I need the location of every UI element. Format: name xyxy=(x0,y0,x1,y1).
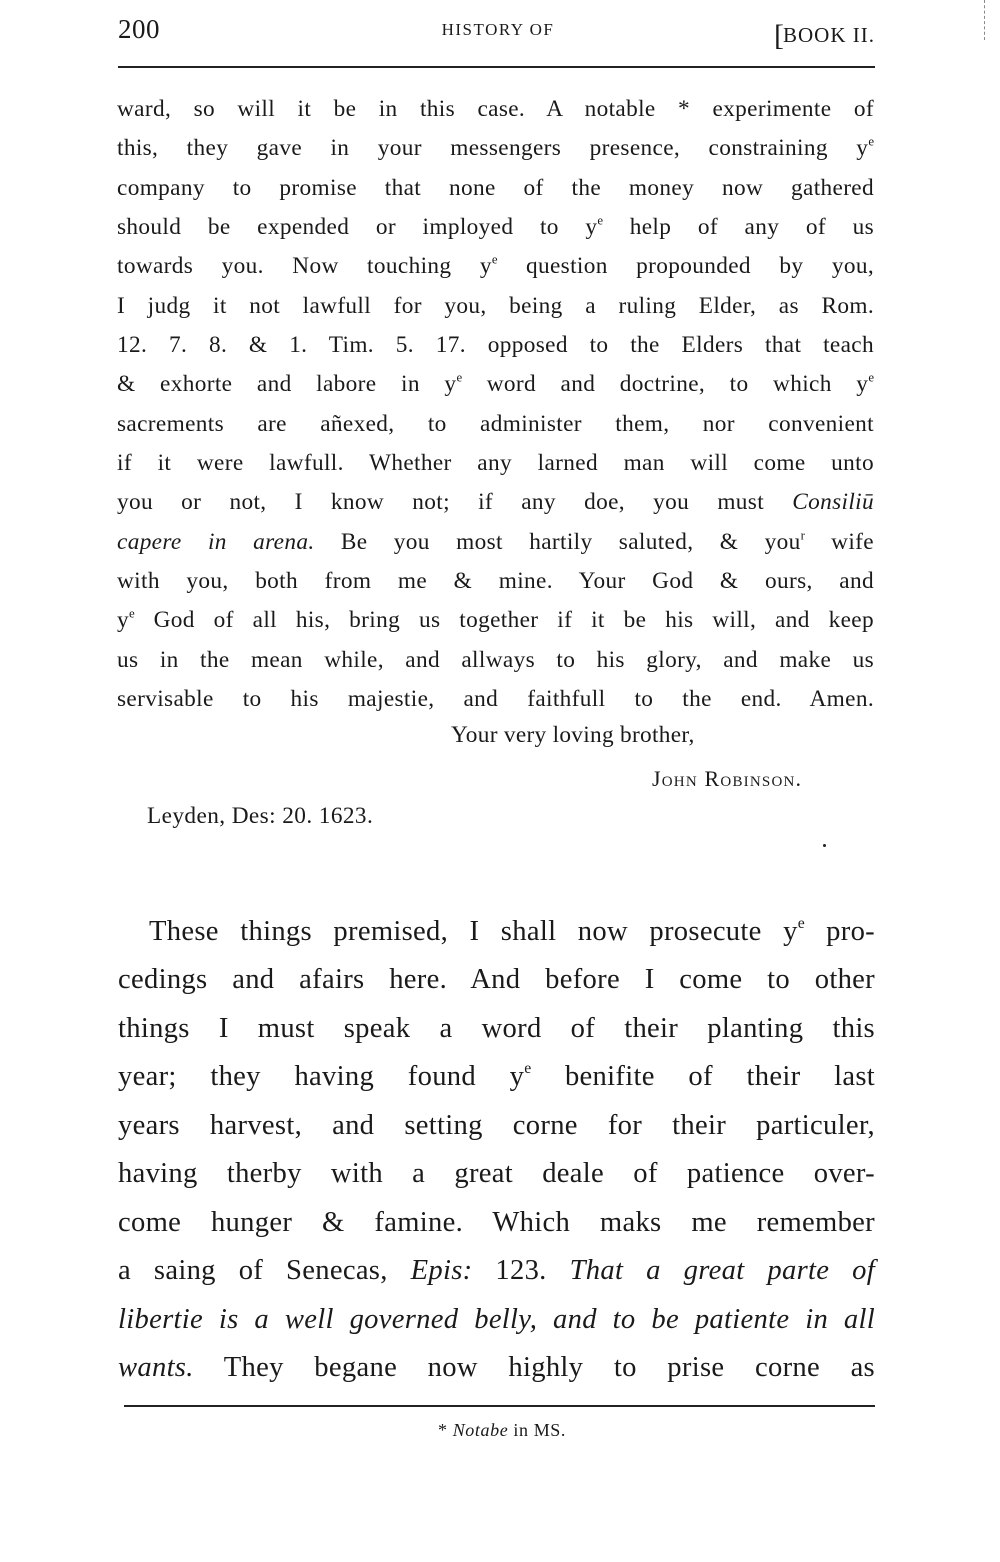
footnote-marker: * xyxy=(437,1420,448,1440)
margin-tick xyxy=(984,0,987,40)
footnote-term: Notabe xyxy=(452,1420,509,1440)
letter-line: should be expended or imployed to $y^e$ help of any of us xyxy=(117,213,874,241)
letter-line: ward, so will it be in this case. A notable * experimente of xyxy=(117,96,874,122)
narrative-line: libertie is a well governed belly, and to be patiente in all xyxy=(118,1303,875,1335)
letter-line: company to promise that none of the money now gathered xyxy=(117,174,874,201)
letter-line: sacrements are añexed, to administer them, nor convenient xyxy=(117,410,874,437)
narrative-body xyxy=(118,908,875,1392)
narrative-line: come hunger & famine. Which maks me remember xyxy=(118,1206,875,1238)
letter-line: servisable to his majestie, and faithfull to the end. Amen. xyxy=(117,686,874,713)
running-title: HISTORY OF xyxy=(441,20,555,39)
book-label xyxy=(774,16,875,50)
letter-line: us in the mean while, and allways to his glory, and make us xyxy=(117,646,874,673)
header-rule xyxy=(118,66,875,68)
narrative-line: years harvest, and setting corne for their particuler, xyxy=(118,1109,875,1141)
page-number: 200 xyxy=(118,14,160,44)
letter-closing: Your very loving brother, xyxy=(451,722,695,748)
letter-dateline: Leyden, Des: 20. 1623. xyxy=(147,803,374,829)
print-speck xyxy=(823,844,826,847)
book-bracket: [ xyxy=(774,19,785,52)
narrative-line: year; they having found $y^e$ benifite of their last xyxy=(118,1060,875,1093)
letter-line: $y^e$ God of all his, bring us together if it be his will, and keep xyxy=(117,606,874,634)
letter-line: 12. 7. 8. & 1. Tim. 5. 17. opposed to the Elders that teach xyxy=(117,332,874,359)
narrative-line: things I must speak a word of their planting this xyxy=(118,1012,875,1044)
footnote xyxy=(0,1420,1000,1441)
running-head xyxy=(118,14,875,50)
narrative-line: having therby with a great deale of patience over- xyxy=(118,1158,875,1190)
letter-line: & exhorte and labore in $y^e$ word and doctrine, to which $y^e$ xyxy=(117,370,874,398)
letter-signature: John Robinson. xyxy=(652,766,803,791)
narrative-line: cedings and afairs here. And before I come to other xyxy=(118,964,875,996)
book-label-text: BOOK II. xyxy=(783,23,875,47)
letter-line: capere in arena. Be you most hartily saluted, & you$^r$ wife xyxy=(117,528,874,555)
footnote-text: in MS. xyxy=(513,1420,567,1440)
narrative-line: These things premised, I shall now prosecute $y^e$ pro- xyxy=(149,915,875,947)
letter-line: this, they gave in your messengers presence, constraining $y^e$ xyxy=(117,134,874,162)
letter-line: with you, both from me & mine. Your God & ours, and xyxy=(117,568,874,595)
letter-body xyxy=(117,90,874,720)
narrative-line: wants. They begane now highly to prise corne as xyxy=(118,1351,875,1383)
footnote-rule xyxy=(124,1405,875,1407)
letter-line: if it were lawfull. Whether any larned man will come unto xyxy=(117,450,874,477)
letter-line: you or not, I know not; if any doe, you must Consiliū xyxy=(117,489,874,516)
letter-line: towards you. Now touching $y^e$ question propounded by you, xyxy=(117,252,874,280)
letter-line: I judg it not lawfull for you, being a ruling Elder, as Rom. xyxy=(117,292,874,319)
narrative-line: a saing of Senecas, Epis: 123. That a great parte of xyxy=(118,1255,875,1287)
